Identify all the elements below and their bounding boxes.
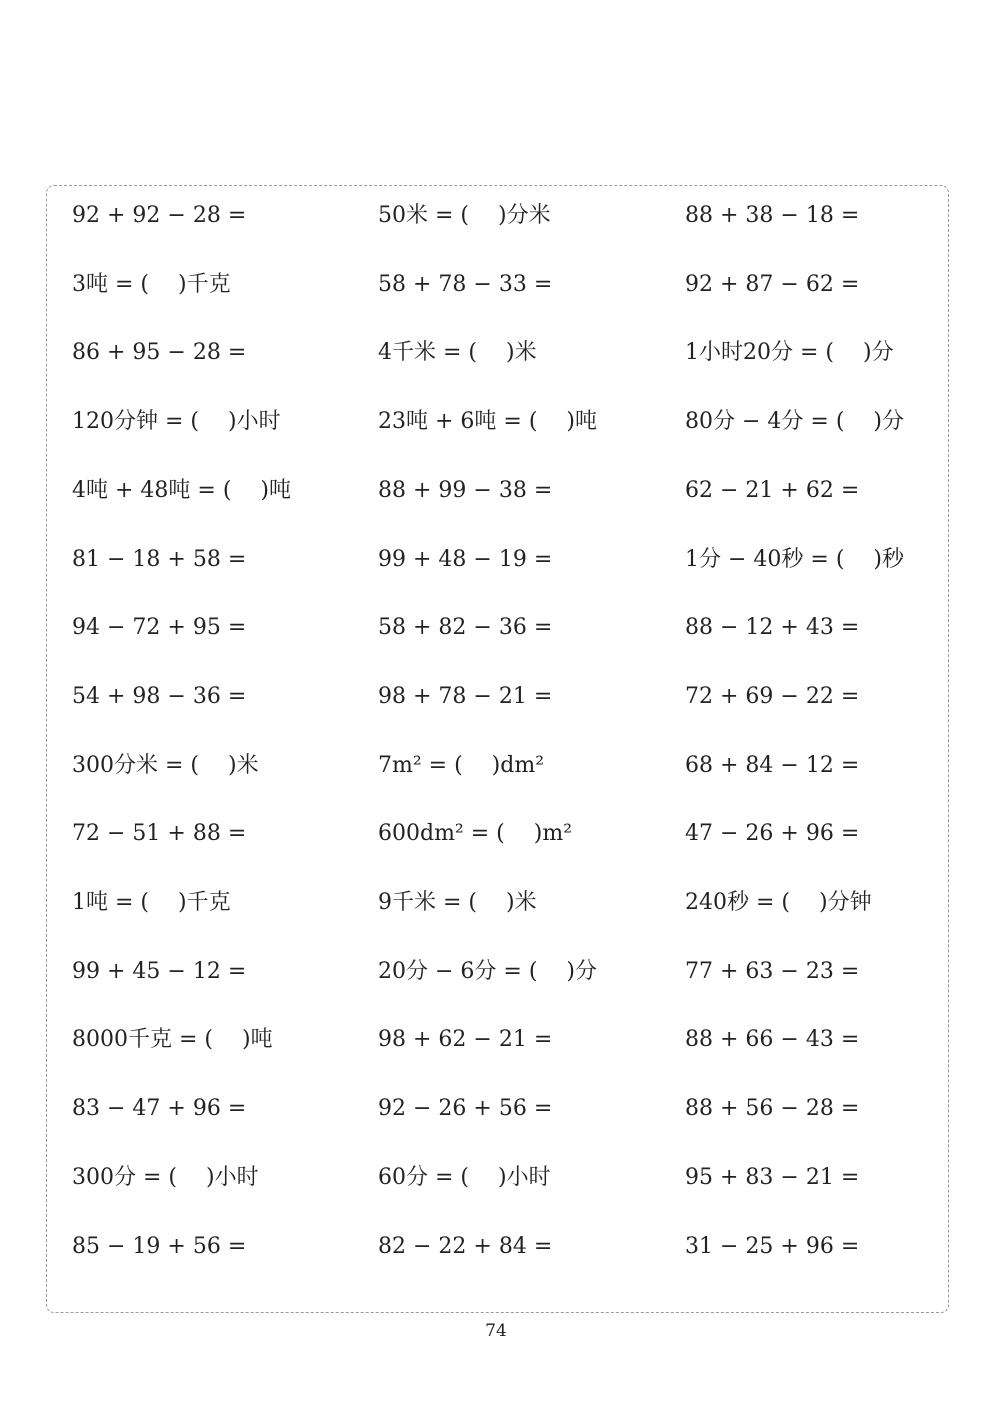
problem-r5-c2: 88 + 99 − 38 = [378, 478, 553, 503]
problem-r6-c3: 1分 − 40秒 = ( )秒 [685, 547, 904, 572]
problem-r1-c1: 92 + 92 − 28 = [72, 203, 247, 228]
problem-r12-c2: 20分 − 6分 = ( )分 [378, 959, 597, 984]
problem-r16-c1: 85 − 19 + 56 = [72, 1234, 247, 1259]
problem-r5-c1: 4吨 + 48吨 = ( )吨 [72, 478, 291, 503]
problem-r8-c1: 54 + 98 − 36 = [72, 684, 247, 709]
problem-r11-c1: 1吨 = ( )千克 [72, 890, 231, 915]
problem-r12-c1: 99 + 45 − 12 = [72, 959, 247, 984]
problem-r3-c3: 1小时20分 = ( )分 [685, 340, 894, 365]
problem-r6-c1: 81 − 18 + 58 = [72, 547, 247, 572]
problem-r10-c2: 600dm² = ( )m² [378, 821, 573, 846]
problem-r6-c2: 99 + 48 − 19 = [378, 547, 553, 572]
problem-r15-c3: 95 + 83 − 21 = [685, 1165, 860, 1190]
problem-r3-c1: 86 + 95 − 28 = [72, 340, 247, 365]
problem-r10-c1: 72 − 51 + 88 = [72, 821, 247, 846]
problem-r16-c2: 82 − 22 + 84 = [378, 1234, 553, 1259]
problem-r14-c1: 83 − 47 + 96 = [72, 1096, 247, 1121]
problem-r8-c3: 72 + 69 − 22 = [685, 684, 860, 709]
page-number: 74 [485, 1321, 507, 1341]
problem-r2-c3: 92 + 87 − 62 = [685, 272, 860, 297]
problem-r15-c2: 60分 = ( )小时 [378, 1165, 551, 1190]
problem-r7-c1: 94 − 72 + 95 = [72, 615, 247, 640]
problem-r9-c1: 300分米 = ( )米 [72, 753, 259, 778]
problem-r15-c1: 300分 = ( )小时 [72, 1165, 259, 1190]
problem-r1-c3: 88 + 38 − 18 = [685, 203, 860, 228]
problem-r9-c2: 7m² = ( )dm² [378, 753, 545, 778]
problem-r11-c3: 240秒 = ( )分钟 [685, 890, 872, 915]
problem-r11-c2: 9千米 = ( )米 [378, 890, 537, 915]
problem-r10-c3: 47 − 26 + 96 = [685, 821, 860, 846]
problem-r1-c2: 50米 = ( )分米 [378, 203, 551, 228]
problem-r12-c3: 77 + 63 − 23 = [685, 959, 860, 984]
problem-r7-c2: 58 + 82 − 36 = [378, 615, 553, 640]
problem-r13-c3: 88 + 66 − 43 = [685, 1027, 860, 1052]
problem-r2-c1: 3吨 = ( )千克 [72, 272, 231, 297]
problem-r4-c3: 80分 − 4分 = ( )分 [685, 409, 904, 434]
problem-r9-c3: 68 + 84 − 12 = [685, 753, 860, 778]
problem-r5-c3: 62 − 21 + 62 = [685, 478, 860, 503]
problem-r2-c2: 58 + 78 − 33 = [378, 272, 553, 297]
problem-r16-c3: 31 − 25 + 96 = [685, 1234, 860, 1259]
problem-r3-c2: 4千米 = ( )米 [378, 340, 537, 365]
problem-r4-c1: 120分钟 = ( )小时 [72, 409, 281, 434]
problem-r7-c3: 88 − 12 + 43 = [685, 615, 860, 640]
problem-r14-c3: 88 + 56 − 28 = [685, 1096, 860, 1121]
problem-r13-c1: 8000千克 = ( )吨 [72, 1027, 273, 1052]
problem-r4-c2: 23吨 + 6吨 = ( )吨 [378, 409, 597, 434]
problem-r8-c2: 98 + 78 − 21 = [378, 684, 553, 709]
problem-r13-c2: 98 + 62 − 21 = [378, 1027, 553, 1052]
problem-r14-c2: 92 − 26 + 56 = [378, 1096, 553, 1121]
